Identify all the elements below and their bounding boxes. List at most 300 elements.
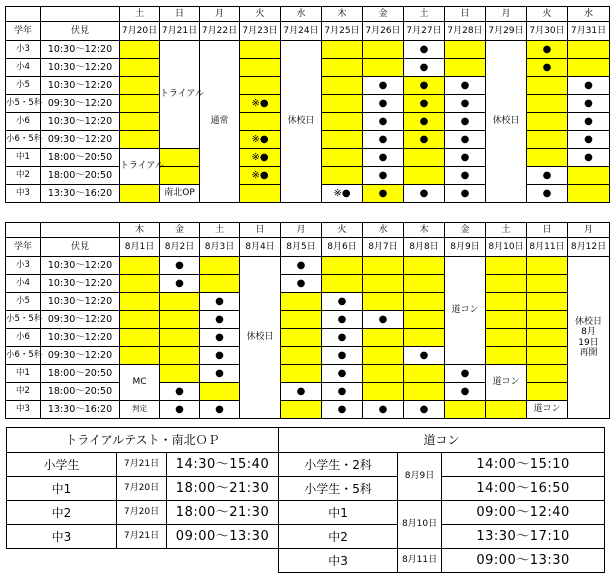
class-cell xyxy=(240,95,281,113)
trial-label: トライアル xyxy=(160,89,205,99)
class-cell xyxy=(363,185,404,203)
class-cell xyxy=(527,257,568,275)
class-cell xyxy=(281,347,322,365)
dot-icon: ● xyxy=(378,79,388,91)
class-cell xyxy=(363,131,404,149)
class-cell xyxy=(527,95,568,113)
class-cell xyxy=(200,329,240,347)
dot-icon: ● xyxy=(460,115,470,127)
time-cell: 10:30～12:20 xyxy=(41,77,120,95)
grade-header: 学年 xyxy=(6,22,41,41)
weekday-cell: 土 xyxy=(120,7,160,22)
grade-cell: 小5・5科 xyxy=(6,311,41,329)
class-cell xyxy=(322,293,363,311)
class-cell xyxy=(404,275,445,293)
school-off-cell xyxy=(240,257,281,419)
date-cell: 8月12日 xyxy=(568,238,610,257)
class-cell xyxy=(322,347,363,365)
dot-icon: ● xyxy=(419,187,429,199)
regular-label: 通常 xyxy=(210,116,229,126)
class-cell xyxy=(527,311,568,329)
class-cell xyxy=(240,185,281,203)
table-row xyxy=(6,293,610,311)
time-cell: 18:00～20:50 xyxy=(41,149,120,167)
dot-icon: ● xyxy=(215,295,224,307)
class-cell xyxy=(445,113,486,131)
dot-icon: ● xyxy=(378,169,388,181)
class-cell xyxy=(486,257,527,275)
summary-time: 14:00～16:50 xyxy=(442,477,605,501)
summary-grade: 中2 xyxy=(279,525,398,549)
note-dot-icon: ※● xyxy=(251,151,269,163)
class-cell xyxy=(568,41,610,59)
class-cell xyxy=(322,113,363,131)
class-cell xyxy=(120,347,160,365)
class-cell xyxy=(363,149,404,167)
class-cell xyxy=(527,167,568,185)
summary-row xyxy=(7,477,605,501)
mc-cell xyxy=(120,365,160,401)
table-row xyxy=(6,329,610,347)
dot-icon: ● xyxy=(215,313,224,325)
class-cell xyxy=(281,329,322,347)
weekday-cell: 日 xyxy=(527,223,568,238)
class-cell xyxy=(120,185,160,203)
summary-time: 18:00～21:30 xyxy=(167,501,279,525)
date-cell: 7月29日 xyxy=(486,22,527,41)
weekday-cell: 土 xyxy=(200,223,240,238)
class-cell xyxy=(527,131,568,149)
mc-label: MC xyxy=(132,377,147,387)
dot-icon: ● xyxy=(584,151,593,163)
weekday-cell: 日 xyxy=(240,223,281,238)
date-cell: 7月21日 xyxy=(160,22,200,41)
summary-date: 7月21日 xyxy=(117,525,167,549)
class-cell xyxy=(363,77,404,95)
class-cell xyxy=(568,185,610,203)
time-cell: 18:00～20:50 xyxy=(41,167,120,185)
date-cell: 8月6日 xyxy=(322,238,363,257)
class-cell xyxy=(281,257,322,275)
time-cell: 18:00～20:50 xyxy=(41,365,120,383)
note-dot-icon: ※● xyxy=(251,133,269,145)
summary-row xyxy=(7,549,605,573)
class-cell xyxy=(445,59,486,77)
class-cell xyxy=(404,131,445,149)
summary-grade: 中3 xyxy=(279,549,398,573)
dot-icon: ● xyxy=(215,349,224,361)
summary-grade: 中2 xyxy=(7,501,117,525)
class-cell xyxy=(160,275,200,293)
time-cell: 09:30～12:20 xyxy=(41,95,120,113)
class-cell xyxy=(120,329,160,347)
trial-cell xyxy=(160,41,205,149)
class-cell xyxy=(120,257,160,275)
summary-date: 7月20日 xyxy=(117,477,167,501)
grade-cell: 小4 xyxy=(6,275,41,293)
class-cell xyxy=(281,401,322,419)
summary-date: 8月10日 xyxy=(398,501,442,549)
class-cell xyxy=(120,311,160,329)
time-cell: 10:30～12:20 xyxy=(41,41,120,59)
class-cell xyxy=(200,401,240,419)
class-cell xyxy=(281,383,322,401)
class-cell xyxy=(322,257,363,275)
dot-icon: ● xyxy=(419,115,429,127)
date-cell: 7月20日 xyxy=(120,22,160,41)
table-row xyxy=(6,275,610,293)
table-row xyxy=(6,365,610,383)
date-cell: 8月4日 xyxy=(240,238,281,257)
class-cell xyxy=(527,59,568,77)
grade-cell: 中3 xyxy=(6,401,41,419)
date-cell: 7月31日 xyxy=(568,22,610,41)
class-cell xyxy=(445,41,486,59)
weekday-cell: 木 xyxy=(322,7,363,22)
dot-icon: ● xyxy=(378,313,388,325)
grade-cell: 小5 xyxy=(6,77,41,95)
summary-time: 14:30～15:40 xyxy=(167,453,279,477)
dot-icon: ● xyxy=(296,385,306,397)
class-cell xyxy=(281,365,322,383)
class-cell xyxy=(200,293,240,311)
class-cell xyxy=(445,365,486,383)
class-cell xyxy=(445,383,486,401)
class-cell xyxy=(568,149,610,167)
summary-header-row xyxy=(7,428,605,453)
class-cell xyxy=(363,329,404,347)
grade-cell: 小3 xyxy=(6,41,41,59)
dot-icon: ● xyxy=(419,133,429,145)
date-cell: 7月23日 xyxy=(240,22,281,41)
class-cell xyxy=(240,41,281,59)
class-cell xyxy=(404,167,445,185)
time-cell: 09:30～12:20 xyxy=(41,311,120,329)
dot-icon: ● xyxy=(419,79,429,91)
class-cell xyxy=(120,275,160,293)
summary-grade: 中1 xyxy=(279,501,398,525)
class-cell xyxy=(527,41,568,59)
class-cell xyxy=(404,257,445,275)
class-cell xyxy=(322,167,363,185)
date-cell: 8月5日 xyxy=(281,238,322,257)
class-cell xyxy=(160,167,200,185)
class-cell xyxy=(120,59,160,77)
summary-time: 13:30～17:10 xyxy=(442,525,605,549)
docon-title: 道コン xyxy=(279,428,605,453)
class-cell xyxy=(404,329,445,347)
class-cell xyxy=(404,365,445,383)
date-cell: 8月3日 xyxy=(200,238,240,257)
date-cell: 7月26日 xyxy=(363,22,404,41)
summary-grade: 小学生・5科 xyxy=(279,477,398,501)
time-cell: 13:30～16:20 xyxy=(41,401,120,419)
weekday-cell: 火 xyxy=(527,7,568,22)
class-cell xyxy=(486,275,527,293)
class-cell xyxy=(160,149,200,167)
summary-grade: 中1 xyxy=(7,477,117,501)
summary-date: 7月21日 xyxy=(117,453,167,477)
dot-icon: ● xyxy=(337,331,347,343)
class-cell xyxy=(322,401,363,419)
class-cell xyxy=(404,311,445,329)
class-cell xyxy=(486,311,527,329)
dot-icon: ● xyxy=(296,259,306,271)
weekday-cell: 火 xyxy=(240,7,281,22)
reopen-note: 休校日 8月 19日 再開 xyxy=(574,316,602,358)
class-cell xyxy=(120,113,160,131)
class-cell xyxy=(363,347,404,365)
date-cell: 7月28日 xyxy=(445,22,486,41)
dot-icon: ● xyxy=(215,367,224,379)
nanboku-op-label: 南北OP xyxy=(164,188,195,198)
summary-row xyxy=(7,501,605,525)
weekday-cell: 水 xyxy=(568,7,610,22)
empty-cell xyxy=(7,549,279,573)
class-cell xyxy=(363,167,404,185)
note-dot-icon: ※● xyxy=(251,169,269,181)
summary-row xyxy=(7,525,605,549)
docon-label: 道コン xyxy=(451,305,479,315)
school-off-cell xyxy=(486,41,527,203)
docon-cell xyxy=(527,401,568,419)
dot-icon: ● xyxy=(542,169,552,181)
summary-time: 14:00～15:10 xyxy=(442,453,605,477)
weekday-cell: 水 xyxy=(281,7,322,22)
class-cell xyxy=(445,401,486,419)
date-cell: 7月27日 xyxy=(404,22,445,41)
time-cell: 10:30～12:20 xyxy=(41,59,120,77)
dot-icon: ● xyxy=(584,133,593,145)
class-cell xyxy=(160,311,200,329)
grade-cell: 小6 xyxy=(6,113,41,131)
dot-icon: ● xyxy=(460,187,470,199)
grade-cell: 小4 xyxy=(6,59,41,77)
class-cell xyxy=(160,365,200,383)
class-cell xyxy=(120,95,160,113)
summary-time: 09:00～13:30 xyxy=(167,525,279,549)
time-cell: 10:30～12:20 xyxy=(41,113,120,131)
weekday-cell: 金 xyxy=(363,7,404,22)
class-cell xyxy=(120,293,160,311)
grade-cell: 小5・5科 xyxy=(6,95,41,113)
dot-icon: ● xyxy=(175,385,184,397)
class-cell xyxy=(120,131,160,149)
trial-test-title: トライアルテスト・南北ＯＰ xyxy=(7,428,279,453)
dot-icon: ● xyxy=(378,403,388,415)
class-cell xyxy=(404,59,445,77)
dot-icon: ● xyxy=(175,277,184,289)
class-cell xyxy=(322,59,363,77)
class-cell xyxy=(363,383,404,401)
class-cell xyxy=(527,149,568,167)
hantei-cell xyxy=(120,401,160,419)
dot-icon: ● xyxy=(460,169,470,181)
class-cell xyxy=(568,167,610,185)
dot-icon: ● xyxy=(175,259,184,271)
weekday-cell: 月 xyxy=(486,7,527,22)
weekday-cell: 水 xyxy=(363,223,404,238)
weekday-cell: 木 xyxy=(120,223,160,238)
grade-cell: 小3 xyxy=(6,257,41,275)
dot-icon: ● xyxy=(460,151,470,163)
class-cell xyxy=(322,131,363,149)
schedule-table-july xyxy=(5,6,610,203)
class-cell xyxy=(322,149,363,167)
weekday-cell: 月 xyxy=(281,223,322,238)
class-cell xyxy=(527,383,568,401)
class-cell xyxy=(363,311,404,329)
time-cell: 10:30～12:20 xyxy=(41,293,120,311)
trial-label: トライアル xyxy=(120,161,165,171)
class-cell xyxy=(486,329,527,347)
class-cell xyxy=(322,41,363,59)
class-cell xyxy=(527,329,568,347)
class-cell xyxy=(363,365,404,383)
class-cell xyxy=(404,113,445,131)
class-cell xyxy=(322,77,363,95)
dot-icon: ● xyxy=(378,115,388,127)
dot-icon: ● xyxy=(419,61,429,73)
class-cell xyxy=(404,77,445,95)
class-cell xyxy=(363,401,404,419)
date-cell: 7月22日 xyxy=(200,22,240,41)
class-cell xyxy=(363,59,404,77)
class-cell xyxy=(200,365,240,383)
dot-icon: ● xyxy=(296,277,306,289)
class-cell xyxy=(160,329,200,347)
dot-icon: ● xyxy=(337,349,347,361)
dot-icon: ● xyxy=(215,331,224,343)
time-cell: 13:30～16:20 xyxy=(41,185,120,203)
class-cell xyxy=(404,95,445,113)
table-row xyxy=(6,401,610,419)
date-cell: 8月8日 xyxy=(404,238,445,257)
trial-cell xyxy=(120,149,165,185)
dot-icon: ● xyxy=(378,133,388,145)
summary-grade: 小学生 xyxy=(7,453,117,477)
class-cell xyxy=(404,149,445,167)
weekday-cell: 日 xyxy=(160,7,200,22)
class-cell xyxy=(445,131,486,149)
dot-icon: ● xyxy=(419,403,429,415)
dot-icon: ● xyxy=(337,295,347,307)
weekday-cell: 月 xyxy=(568,223,610,238)
class-cell xyxy=(200,257,240,275)
time-cell: 09:30～12:20 xyxy=(41,347,120,365)
table-row xyxy=(6,41,610,59)
grade-cell: 中2 xyxy=(6,167,41,185)
grade-cell: 小6・5科 xyxy=(6,347,41,365)
time-cell: 18:00～20:50 xyxy=(41,383,120,401)
weekday-cell: 金 xyxy=(445,223,486,238)
class-cell xyxy=(527,185,568,203)
summary-time: 09:00～12:40 xyxy=(442,501,605,525)
class-cell xyxy=(568,77,610,95)
class-cell xyxy=(363,95,404,113)
dot-icon: ● xyxy=(419,97,429,109)
date-row xyxy=(6,22,610,41)
class-cell xyxy=(160,347,200,365)
dot-icon: ● xyxy=(337,385,347,397)
date-cell: 7月30日 xyxy=(527,22,568,41)
regular-cell xyxy=(200,41,240,203)
grade-cell: 小6・5科 xyxy=(6,131,41,149)
grade-cell: 中1 xyxy=(6,149,41,167)
date-cell: 7月25日 xyxy=(322,22,363,41)
grade-cell: 中3 xyxy=(6,185,41,203)
date-cell: 8月9日 xyxy=(445,238,486,257)
time-cell: 10:30～12:20 xyxy=(41,329,120,347)
class-cell xyxy=(120,77,160,95)
dot-icon: ● xyxy=(337,313,347,325)
date-cell: 8月2日 xyxy=(160,238,200,257)
docon-label: 道コン xyxy=(492,377,520,387)
class-cell xyxy=(445,149,486,167)
grade-cell: 小5 xyxy=(6,293,41,311)
class-cell xyxy=(363,257,404,275)
dot-icon: ● xyxy=(419,349,429,361)
dot-icon: ● xyxy=(542,187,552,199)
summary-row xyxy=(7,453,605,477)
dot-icon: ● xyxy=(378,97,388,109)
summary-time: 09:00～13:30 xyxy=(442,549,605,573)
class-cell xyxy=(527,113,568,131)
class-cell xyxy=(322,275,363,293)
class-cell xyxy=(445,77,486,95)
schedule-table-august xyxy=(5,222,610,419)
class-cell xyxy=(527,293,568,311)
class-cell xyxy=(527,365,568,383)
class-cell xyxy=(445,185,486,203)
class-cell xyxy=(363,293,404,311)
summary-date: 7月20日 xyxy=(117,501,167,525)
dot-icon: ● xyxy=(460,133,470,145)
summary-grade: 小学生・2科 xyxy=(279,453,398,477)
summary-date: 8月11日 xyxy=(398,549,442,573)
weekday-cell: 日 xyxy=(445,7,486,22)
time-cell: 10:30～12:20 xyxy=(41,257,120,275)
dot-icon: ● xyxy=(337,403,347,415)
class-cell xyxy=(240,59,281,77)
docon-label: 道コン xyxy=(533,404,561,414)
class-cell xyxy=(240,167,281,185)
school-off-cell xyxy=(281,41,322,203)
class-cell xyxy=(240,77,281,95)
hantei-label: 判定 xyxy=(132,404,147,413)
class-cell xyxy=(200,275,240,293)
class-cell xyxy=(568,113,610,131)
class-cell xyxy=(160,257,200,275)
date-cell: 8月10日 xyxy=(486,238,527,257)
class-cell xyxy=(120,41,160,59)
class-cell xyxy=(486,347,527,365)
dot-icon: ● xyxy=(460,367,470,379)
dot-icon: ● xyxy=(460,97,470,109)
weekday-cell: 月 xyxy=(200,7,240,22)
weekday-row xyxy=(6,7,610,22)
class-cell xyxy=(568,95,610,113)
table-row xyxy=(6,257,610,275)
note-dot-icon: ※● xyxy=(251,97,269,109)
reopen-cell xyxy=(568,257,610,419)
grade-header: 学年 xyxy=(6,238,41,257)
class-cell xyxy=(240,113,281,131)
date-row xyxy=(6,238,610,257)
dot-icon: ● xyxy=(378,187,388,199)
dot-icon: ● xyxy=(460,385,470,397)
class-cell xyxy=(486,293,527,311)
